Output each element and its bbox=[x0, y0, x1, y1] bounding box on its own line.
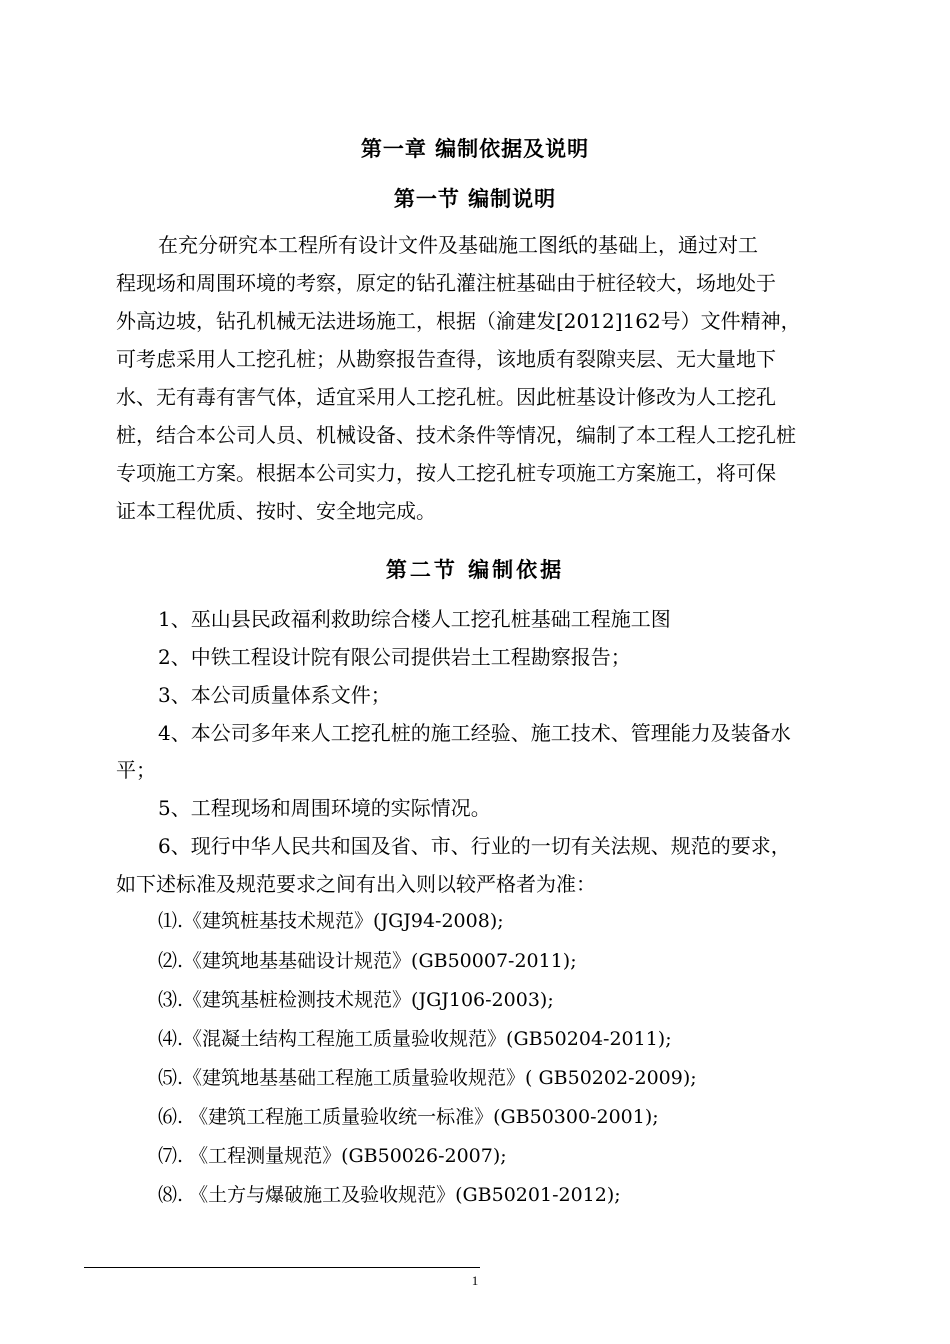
standard-item: ⑺. 《工程测量规范》(GB50026-2007); bbox=[158, 1145, 507, 1167]
basis-item: 3、本公司质量体系文件； bbox=[158, 683, 391, 707]
standard-item: ⑻. 《土方与爆破施工及验收规范》(GB50201-2012); bbox=[158, 1184, 621, 1206]
paragraph-line: 在充分研究本工程所有设计文件及基础施工图纸的基础上，通过对工 bbox=[158, 233, 758, 257]
section1-title: 第一节 编制说明 bbox=[393, 186, 557, 211]
standard-item: ⑷.《混凝土结构工程施工质量验收规范》(GB50204-2011); bbox=[158, 1028, 672, 1050]
basis-item: 6、现行中华人民共和国及省、市、行业的一切有关法规、规范的要求， bbox=[158, 834, 791, 858]
basis-item: 2、中铁工程设计院有限公司提供岩土工程勘察报告； bbox=[158, 645, 631, 669]
page-number: 1 bbox=[471, 1273, 479, 1288]
paragraph-line: 可考虑采用人工挖孔桩；从勘察报告查得，该地质有裂隙夹层、无大量地下 bbox=[116, 347, 776, 371]
standard-item: ⑴.《建筑桩基技术规范》(JGJ94-2008); bbox=[158, 910, 504, 932]
basis-item: 5、工程现场和周围环境的实际情况。 bbox=[158, 796, 491, 820]
paragraph-line: 证本工程优质、按时、安全地完成。 bbox=[116, 499, 436, 523]
standard-item: ⑹. 《建筑工程施工质量验收统一标准》(GB50300-2001); bbox=[158, 1106, 659, 1128]
basis-item-continuation: 如下述标准及规范要求之间有出入则以较严格者为准： bbox=[116, 872, 596, 896]
basis-item: 4、本公司多年来人工挖孔桩的施工经验、施工技术、管理能力及装备水 bbox=[158, 721, 791, 745]
paragraph-line: 专项施工方案。根据本公司实力，按人工挖孔桩专项施工方案施工，将可保 bbox=[116, 461, 776, 485]
basis-item-continuation: 平； bbox=[116, 758, 156, 782]
paragraph-line: 桩，结合本公司人员、机械设备、技术条件等情况，编制了本工程人工挖孔桩 bbox=[116, 423, 796, 447]
standard-item: ⑶.《建筑基桩检测技术规范》(JGJ106-2003); bbox=[158, 989, 554, 1011]
standard-item: ⑸.《建筑地基基础工程施工质量验收规范》( GB50202-2009); bbox=[158, 1067, 697, 1089]
section1-paragraph bbox=[116, 226, 838, 530]
paragraph-line: 外高边坡，钻孔机械无法进场施工，根据（渝建发[2012]162号）文件精神， bbox=[116, 309, 801, 333]
chapter-title: 第一章 编制依据及说明 bbox=[360, 136, 590, 161]
paragraph-line: 水、无有毒有害气体，适宜采用人工挖孔桩。因此桩基设计修改为人工挖孔 bbox=[116, 385, 776, 409]
basis-item: 1、巫山县民政福利救助综合楼人工挖孔桩基础工程施工图 bbox=[158, 607, 671, 631]
footer-divider bbox=[84, 1267, 480, 1268]
standard-item: ⑵.《建筑地基基础设计规范》(GB50007-2011); bbox=[158, 950, 577, 972]
section2-title: 第二节 编制依据 bbox=[385, 557, 565, 582]
paragraph-line: 程现场和周围环境的考察，原定的钻孔灌注桩基础由于桩径较大，场地处于 bbox=[116, 271, 776, 295]
